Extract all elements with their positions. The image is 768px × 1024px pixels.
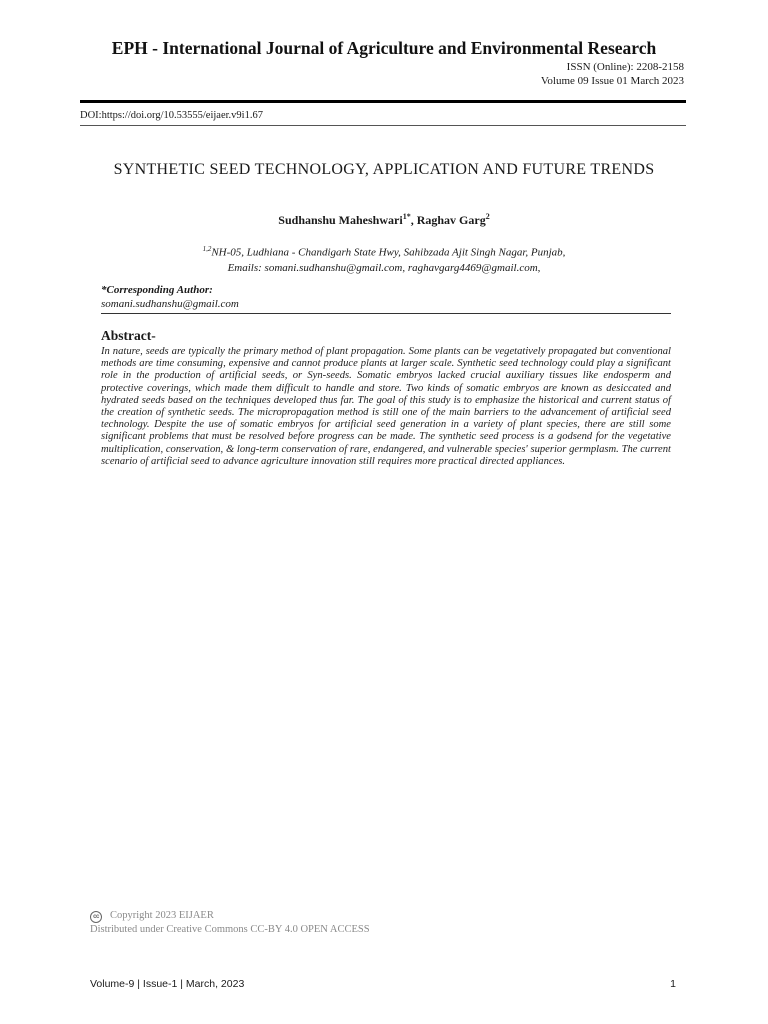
author-emails[interactable]: Emails: somani.sudhanshu@gmail.com, raghavgarg4469@gmail.com, xyxy=(227,261,541,274)
author-name: Raghav Garg xyxy=(416,213,486,227)
journal-title: EPH - International Journal of Agriculture and Environmental Research xyxy=(111,38,657,58)
affiliation-text: NH-05, Ludhiana - Chandigarh State Hwy, Sahibzada Ajit Singh Nagar, Punjab, xyxy=(211,246,566,259)
page-number: 1 xyxy=(670,978,676,990)
affiliation-mark: 1,2 xyxy=(202,245,212,253)
affiliation-block xyxy=(0,242,768,276)
author-list xyxy=(0,212,768,228)
footer-volume-issue: Volume-9 | Issue-1 | March, 2023 xyxy=(90,978,245,990)
copyright-notice: Copyright 2023 EIJAER xyxy=(110,910,214,921)
abstract-heading: Abstract- xyxy=(101,328,156,343)
creative-commons-icon: cc xyxy=(90,911,102,923)
author-separator: , xyxy=(410,213,417,227)
journal-meta xyxy=(541,60,684,88)
doi-link[interactable]: DOI:https://doi.org/10.53555/eijaer.v9i1.67 xyxy=(80,110,263,121)
author-affiliation-mark: 2 xyxy=(485,212,490,221)
volume-issue-date: Volume 09 Issue 01 March 2023 xyxy=(540,75,684,87)
corresponding-author-email[interactable]: somani.sudhanshu@gmail.com xyxy=(101,298,239,310)
corresponding-author-label: *Corresponding Author: xyxy=(101,284,213,296)
author-affiliation-mark: 1* xyxy=(402,212,411,221)
abstract-divider xyxy=(101,313,671,314)
header-rule-thin xyxy=(80,125,686,126)
affiliation-address xyxy=(0,242,768,261)
paper-title: SYNTHETIC SEED TECHNOLOGY, APPLICATION AND FUTURE TRENDS xyxy=(113,161,655,178)
abstract-body: In nature, seeds are typically the primary method of plant propagation. Some plants can be vegetatively propagated but conventional methods are time consuming, expensive and cannot produce plants at larger scale. Synthetic seed technology could play a significant role in the production of artificial seeds, or Syn-seeds. Somatic embryos lacked crucial auxiliary tissues like endosperm and protective coverings, which made them difficult to handle and store. Two kinds of somatic embryos are known as desiccated and hydrated seeds based on the techniques developed thus far. The goal of this study is to emphasize the historical and current status of the creation of synthetic seeds. The micropropagation method is still one of the main barriers to the advancement of artificial seed technology. Despite the use of somatic embryos for artificial seed generation in a variety of plant species, there are still some significant problems that must be resolved before progress can be made. The synthetic seed process is a godsend for the vegetative multiplication, conservation, & long-term conservation of rare, endangered, and vulnerable species' superior germplasm. The current scenario of artificial seed to advance agriculture innovation still requires more practical directed appliances. xyxy=(101,346,671,467)
issn: ISSN (Online): 2208-2158 xyxy=(566,61,684,73)
license-notice: Distributed under Creative Commons CC-BY 4.0 OPEN ACCESS xyxy=(90,924,370,935)
header-rule-thick xyxy=(80,100,686,103)
author-name: Sudhanshu Maheshwari xyxy=(278,213,403,227)
